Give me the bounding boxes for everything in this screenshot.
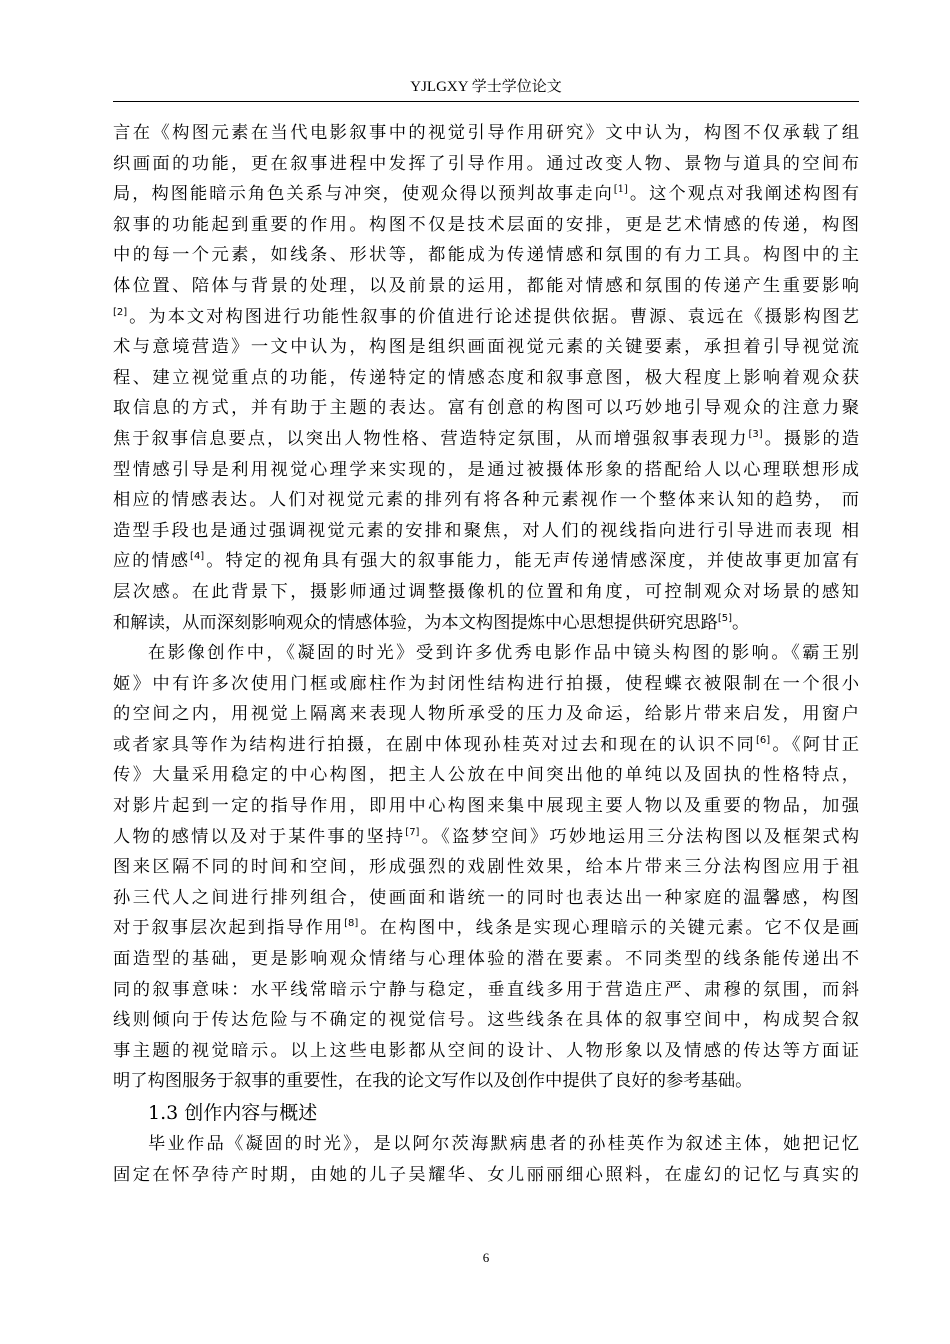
citation: [8]: [344, 918, 359, 930]
text-span: 。: [732, 612, 750, 633]
text-line: [113, 424, 859, 455]
text-span: 。在构图中，线条是实现心理暗示的关键元素。它不仅是画: [358, 918, 859, 939]
text-line: 相应的情感表达。人们对视觉元素的排列有将各种元素视作一个整体来认知的趋势， 而: [113, 490, 859, 511]
citation: [2]: [113, 306, 128, 318]
text-line: 型情感引导是利用视觉心理学来实现的，是通过被摄体形象的搭配给人以心理联想形成: [113, 459, 859, 480]
text-line: [113, 822, 859, 853]
text-line: 固定在怀孕待产时期，由她的儿子吴耀华、女儿丽丽细心照料，在虚幻的记忆与真实的: [113, 1164, 859, 1185]
text-span: 。《阿甘正: [770, 734, 859, 755]
text-line: 造型手段也是通过强调视觉元素的安排和聚焦，对人们的视线指向进行引导进而表现 相: [113, 520, 859, 541]
text-line: 姬》中有许多次使用门框或廊柱作为封闭性结构进行拍摄，使程蝶衣被限制在一个很小: [113, 673, 859, 694]
body-text: [113, 118, 859, 1190]
text-line: 的空间之内，用视觉上隔离来表现人物所承受的压力及命运，给影片带来启发，用窗户: [113, 704, 859, 725]
text-span: 。这个观点对我阐述构图有: [627, 184, 859, 205]
text-line: 体位置、陪体与背景的处理，以及前景的运用，都能对情感和氛围的传递产生重要影响: [113, 275, 859, 296]
text-line: 对影片起到一定的指导作用，即用中心构图来集中展现主要人物以及重要的物品，加强: [113, 796, 859, 817]
text-line: 毕业作品《凝固的时光》，是以阿尔茨海默病患者的孙桂英作为叙述主体，她把记忆: [148, 1134, 859, 1154]
text-line: [113, 608, 859, 639]
header-rule: [113, 101, 859, 102]
citation: [7]: [405, 826, 420, 838]
text-line: 孙三代人之间进行排列组合，使画面和谐统一的同时也表达出一种家庭的温馨感，构图: [113, 887, 859, 908]
citation: [5]: [717, 612, 733, 624]
text-line: 叙事的功能起到重要的作用。构图不仅是技术层面的安排，更是艺术情感的传递，构图: [113, 214, 859, 235]
text-span: 。《盗梦空间》巧妙地运用三分法构图以及框架式构: [419, 826, 859, 847]
text-line: [113, 546, 859, 577]
text-span: 。特定的视角具有强大的叙事能力，能无声传递情感深度，并使故事更加富有: [204, 551, 859, 572]
text-line: 事主题的视觉暗示。以上这些电影都从空间的设计、人物形象以及情感的传达等方面证: [113, 1040, 859, 1061]
text-line: 层次感。在此背景下，摄影师通过调整摄像机的位置和角度，可控制观众对场景的感知: [113, 581, 859, 602]
text-line: 明了构图服务于叙事的重要性，在我的论文写作以及创作中提供了良好的参考基础。: [113, 1071, 753, 1092]
citation: [3]: [748, 429, 763, 441]
text-span: 人物的感情以及对于某件事的坚持: [113, 826, 406, 847]
text-span: 。为本文对构图进行功能性叙事的价值进行论述提供依据。曹源、袁远在《摄影构图艺: [127, 306, 859, 327]
text-line: [113, 913, 859, 944]
text-span: 。摄影的造: [762, 428, 859, 449]
citation: [1]: [613, 184, 628, 196]
text-span: 和解读，从而深刻影响观众的情感体验，为本文构图提炼中心思想提供研究思路: [113, 612, 718, 633]
text-line: 线则倾向于传达危险与不确定的视觉信号。这些线条在具体的叙事空间中，构成契合叙: [113, 1010, 859, 1031]
page-header: YJLGXY 学士学位论文: [410, 79, 562, 95]
text-span: 应的情感: [113, 551, 191, 572]
text-line: 图来区隔不同的时间和空间，形成强烈的戏剧性效果，给本片带来三分法构图应用于祖: [113, 857, 859, 878]
text-line: [113, 730, 859, 761]
text-line: 程、建立视觉重点的功能，传递特定的情感态度和叙事意图，极大程度上影响着观众获: [113, 367, 859, 388]
text-line: 传》大量采用稳定的中心构图，把主人公放在中间突出他的单纯以及固执的性格特点，: [113, 765, 859, 786]
text-line: 面造型的基础，更是影响观众情绪与心理体验的潜在要素。不同类型的线条能传递出不: [113, 949, 859, 970]
text-line: [113, 302, 859, 333]
text-line: 取信息的方式，并有助于主题的表达。富有创意的构图可以巧妙地引导观众的注意力聚: [113, 398, 859, 419]
citation: [6]: [756, 735, 771, 747]
text-span: 或者家具等作为结构进行拍摄，在剧中体现孙桂英对过去和现在的认识不同: [113, 734, 757, 755]
page-number: 6: [482, 1250, 490, 1265]
text-span: 对于叙事层次起到指导作用: [113, 918, 345, 939]
text-line: 在影像创作中，《凝固的时光》受到许多优秀电影作品中镜头构图的影响。《霸王别: [148, 643, 859, 664]
text-span: 局，构图能暗示角色关系与冲突，使观众得以预判故事走向: [113, 184, 614, 205]
text-span: 焦于叙事信息要点，以突出人物性格、营造特定氛围，从而增强叙事表现力: [113, 428, 749, 449]
text-line: 中的每一个元素，如线条、形状等，都能成为传递情感和氛围的有力工具。构图中的主: [113, 245, 859, 266]
section-heading: 1.3 创作内容与概述: [148, 1102, 318, 1124]
text-line: 术与意境营造》一文中认为，构图是组织画面视觉元素的关键要素，承担着引导视觉流: [113, 337, 859, 358]
text-line: 言在《构图元素在当代电影叙事中的视觉引导作用研究》文中认为，构图不仅承载了组: [113, 123, 859, 143]
text-line: 同的叙事意味：水平线常暗示宁静与稳定，垂直线多用于营造庄严、肃穆的氛围，而斜: [113, 979, 859, 1000]
text-line: [113, 179, 859, 210]
citation: [4]: [190, 551, 205, 563]
text-line: 织画面的功能，更在叙事进程中发挥了引导作用。通过改变人物、景物与道具的空间布: [113, 153, 859, 174]
